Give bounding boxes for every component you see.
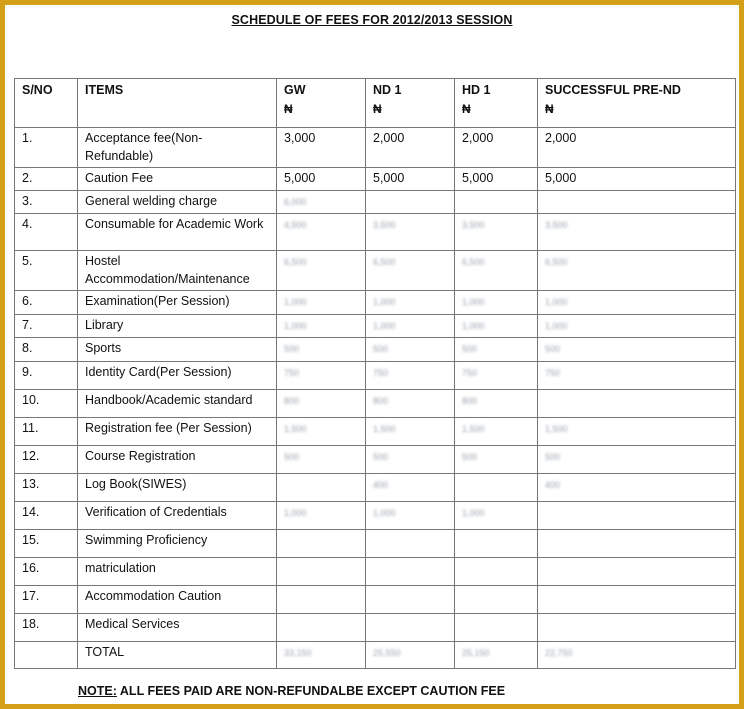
fee-cell-hd1 — [455, 389, 538, 417]
fee-cell-gw — [277, 473, 366, 501]
fee-cell-pre-nd — [538, 501, 736, 529]
fee-cell-hd1 — [455, 529, 538, 557]
table-row — [15, 389, 736, 417]
table-row — [15, 613, 736, 641]
item-name-cell: Acceptance fee(Non-Refundable) — [78, 128, 277, 168]
fee-amount: 1,000 — [284, 507, 307, 518]
serial-number-cell: 15. — [15, 529, 78, 557]
serial-number-cell: 5. — [15, 251, 78, 291]
serial-number-cell: 18. — [15, 613, 78, 641]
serial-number-cell: 16. — [15, 557, 78, 585]
fee-cell-hd1 — [455, 557, 538, 585]
fee-cell-pre-nd — [538, 417, 736, 445]
fee-cell-pre-nd — [538, 314, 736, 338]
fee-amount: 2,000 — [545, 131, 577, 145]
fee-amount: 1,000 — [284, 320, 307, 331]
table-row — [15, 557, 736, 585]
fee-cell-hd1 — [455, 338, 538, 362]
fee-cell-gw — [277, 557, 366, 585]
table-header-row — [15, 79, 736, 128]
fee-amount: 800 — [373, 395, 389, 406]
fee-amount: 1,000 — [545, 320, 568, 331]
table-row — [15, 314, 736, 338]
fee-cell-gw — [277, 361, 366, 389]
serial-number-cell: 9. — [15, 361, 78, 389]
naira-symbol: ₦ — [284, 101, 293, 116]
fee-amount: 500 — [545, 451, 561, 462]
fee-cell-pre-nd — [538, 214, 736, 251]
table-row — [15, 251, 736, 291]
item-name-cell: Accommodation Caution — [78, 585, 277, 613]
fee-cell-nd1 — [366, 613, 455, 641]
fee-cell-nd1 — [366, 445, 455, 473]
table-row — [15, 338, 736, 362]
fee-cell-gw — [277, 190, 366, 214]
serial-number-cell: 7. — [15, 314, 78, 338]
total-row — [15, 641, 736, 668]
fee-amount: 6,500 — [373, 257, 396, 267]
fee-cell-nd1 — [366, 214, 455, 251]
header-nd1: ND 1 ₦ — [366, 79, 455, 128]
table-row — [15, 445, 736, 473]
total-hd1: 25,150 — [455, 641, 538, 668]
fee-amount: 800 — [284, 395, 300, 406]
fee-amount: 4,500 — [284, 220, 307, 230]
fee-cell-gw — [277, 501, 366, 529]
fee-cell-nd1 — [366, 529, 455, 557]
fee-cell-nd1 — [366, 128, 455, 168]
table-row — [15, 417, 736, 445]
item-name-cell: Verification of Credentials — [78, 501, 277, 529]
fee-amount: 2,000 — [462, 131, 494, 145]
fee-cell-hd1 — [455, 214, 538, 251]
note-text: ALL FEES PAID ARE NON-REFUNDALBE EXCEPT CAUTION FEE — [119, 684, 506, 698]
fee-cell-hd1 — [455, 168, 538, 191]
fee-cell-pre-nd — [538, 389, 736, 417]
fee-cell-hd1 — [455, 613, 538, 641]
fee-cell-nd1 — [366, 417, 455, 445]
header-gw: GW ₦ — [277, 79, 366, 128]
serial-number-cell: 2. — [15, 168, 78, 191]
fee-cell-nd1 — [366, 557, 455, 585]
item-name-cell: Log Book(SIWES) — [78, 473, 277, 501]
fee-amount: 500 — [284, 344, 300, 354]
fee-amount: 400 — [545, 479, 561, 490]
item-name-cell: matriculation — [78, 557, 277, 585]
fee-amount: 400 — [373, 479, 389, 490]
fee-amount: 3,500 — [462, 220, 485, 230]
fee-cell-gw — [277, 214, 366, 251]
serial-number-cell: 6. — [15, 291, 78, 315]
serial-number-cell: 12. — [15, 445, 78, 473]
fee-cell-nd1 — [366, 190, 455, 214]
serial-number-cell: 14. — [15, 501, 78, 529]
fee-amount: 3,500 — [373, 220, 396, 230]
fee-cell-nd1 — [366, 338, 455, 362]
header-pre-nd: SUCCESSFUL PRE-ND ₦ — [538, 79, 736, 128]
fee-amount: 750 — [462, 367, 478, 378]
naira-symbol: ₦ — [545, 101, 554, 116]
fee-amount: 500 — [373, 451, 389, 462]
table-row — [15, 128, 736, 168]
item-name-cell: Sports — [78, 338, 277, 362]
fee-cell-pre-nd — [538, 338, 736, 362]
fee-cell-pre-nd — [538, 529, 736, 557]
serial-number-cell: 10. — [15, 389, 78, 417]
fee-cell-pre-nd — [538, 168, 736, 191]
fee-amount: 5,000 — [462, 171, 494, 185]
serial-number-cell: 3. — [15, 190, 78, 214]
serial-number-cell: 11. — [15, 417, 78, 445]
fee-cell-nd1 — [366, 501, 455, 529]
fee-cell-nd1 — [366, 314, 455, 338]
table-row — [15, 585, 736, 613]
fee-amount: 1,000 — [545, 297, 568, 307]
item-name-cell: Handbook/Academic standard — [78, 389, 277, 417]
item-name-cell: Registration fee (Per Session) — [78, 417, 277, 445]
fee-amount: 1,000 — [462, 320, 485, 331]
item-name-cell: Examination(Per Session) — [78, 291, 277, 315]
fee-cell-nd1 — [366, 361, 455, 389]
fee-cell-gw — [277, 445, 366, 473]
fee-cell-hd1 — [455, 585, 538, 613]
item-name-cell: Medical Services — [78, 613, 277, 641]
fee-amount: 5,000 — [284, 171, 316, 185]
fee-amount: 1,000 — [462, 507, 485, 518]
fee-amount: 3,000 — [284, 131, 316, 145]
total-sno-cell — [15, 641, 78, 668]
fee-amount: 750 — [545, 367, 561, 378]
serial-number-cell: 4. — [15, 214, 78, 251]
fee-amount: 6,000 — [284, 196, 307, 207]
total-gw: 33,150 — [277, 641, 366, 668]
fee-cell-gw — [277, 251, 366, 291]
fee-cell-pre-nd — [538, 585, 736, 613]
fee-amount: 6,500 — [462, 257, 485, 267]
fee-amount: 500 — [284, 451, 300, 462]
total-label: TOTAL — [78, 641, 277, 668]
item-name-cell: Caution Fee — [78, 168, 277, 191]
fee-cell-gw — [277, 417, 366, 445]
fee-amount: 1,500 — [284, 423, 307, 434]
fee-amount: 500 — [462, 451, 478, 462]
fee-cell-nd1 — [366, 168, 455, 191]
total-nd1: 25,550 — [366, 641, 455, 668]
table-row — [15, 361, 736, 389]
fee-amount: 5,000 — [373, 171, 405, 185]
fee-cell-pre-nd — [538, 445, 736, 473]
fee-cell-gw — [277, 529, 366, 557]
fee-cell-gw — [277, 128, 366, 168]
document-title: SCHEDULE OF FEES FOR 2012/2013 SESSION — [231, 13, 513, 27]
fee-cell-nd1 — [366, 251, 455, 291]
item-name-cell: Consumable for Academic Work — [78, 214, 277, 251]
fee-amount: 1,500 — [373, 423, 396, 434]
fee-amount: 2,000 — [373, 131, 405, 145]
fee-amount: 500 — [373, 344, 389, 354]
fee-amount: 6,500 — [284, 257, 307, 267]
fee-cell-gw — [277, 168, 366, 191]
header-sno: S/NO — [15, 79, 78, 128]
fee-cell-hd1 — [455, 417, 538, 445]
fee-amount: 3,500 — [545, 220, 568, 230]
table-row — [15, 501, 736, 529]
serial-number-cell: 13. — [15, 473, 78, 501]
item-name-cell: Identity Card(Per Session) — [78, 361, 277, 389]
item-name-cell: Hostel Accommodation/Maintenance — [78, 251, 277, 291]
fee-cell-pre-nd — [538, 557, 736, 585]
fee-cell-nd1 — [366, 585, 455, 613]
table-row — [15, 291, 736, 315]
fee-cell-hd1 — [455, 361, 538, 389]
fees-table — [14, 78, 736, 669]
naira-symbol: ₦ — [462, 101, 471, 116]
fee-cell-nd1 — [366, 389, 455, 417]
fee-amount: 750 — [284, 367, 300, 378]
fee-cell-gw — [277, 585, 366, 613]
table-row — [15, 190, 736, 214]
fee-amount: 1,000 — [373, 297, 396, 307]
item-name-cell: Library — [78, 314, 277, 338]
fee-cell-pre-nd — [538, 291, 736, 315]
item-name-cell: Course Registration — [78, 445, 277, 473]
fee-cell-hd1 — [455, 190, 538, 214]
fee-cell-hd1 — [455, 291, 538, 315]
fee-amount: 750 — [373, 367, 389, 378]
table-row — [15, 529, 736, 557]
fee-amount: 1,500 — [462, 423, 485, 434]
fee-cell-hd1 — [455, 128, 538, 168]
fee-cell-pre-nd — [538, 190, 736, 214]
fee-cell-hd1 — [455, 445, 538, 473]
header-hd1: HD 1 ₦ — [455, 79, 538, 128]
fee-cell-gw — [277, 291, 366, 315]
table-row — [15, 168, 736, 191]
fee-amount: 1,000 — [373, 507, 396, 518]
fee-cell-gw — [277, 314, 366, 338]
serial-number-cell: 1. — [15, 128, 78, 168]
fee-amount: 1,000 — [284, 297, 307, 307]
item-name-cell: General welding charge — [78, 190, 277, 214]
fee-cell-hd1 — [455, 473, 538, 501]
fee-amount: 1,500 — [545, 423, 568, 434]
fee-cell-hd1 — [455, 501, 538, 529]
note-prefix: NOTE: — [78, 684, 117, 698]
footer-note — [78, 684, 505, 698]
table-row — [15, 214, 736, 251]
header-items: ITEMS — [78, 79, 277, 128]
fee-cell-pre-nd — [538, 361, 736, 389]
fee-cell-hd1 — [455, 314, 538, 338]
fee-cell-nd1 — [366, 473, 455, 501]
fee-amount: 800 — [462, 395, 478, 406]
fee-cell-hd1 — [455, 251, 538, 291]
fee-cell-pre-nd — [538, 613, 736, 641]
fee-amount: 500 — [545, 344, 561, 354]
table-row — [15, 473, 736, 501]
fee-cell-pre-nd — [538, 128, 736, 168]
fee-cell-nd1 — [366, 291, 455, 315]
fee-amount: 500 — [462, 344, 478, 354]
fee-cell-gw — [277, 389, 366, 417]
fee-cell-pre-nd — [538, 251, 736, 291]
fee-cell-pre-nd — [538, 473, 736, 501]
fee-cell-gw — [277, 613, 366, 641]
fee-amount: 6,500 — [545, 257, 568, 267]
fee-amount: 1,000 — [462, 297, 485, 307]
total-pre-nd: 22,750 — [538, 641, 736, 668]
item-name-cell: Swimming Proficiency — [78, 529, 277, 557]
fee-amount: 1,000 — [373, 320, 396, 331]
fee-cell-gw — [277, 338, 366, 362]
fee-amount: 5,000 — [545, 171, 577, 185]
serial-number-cell: 17. — [15, 585, 78, 613]
serial-number-cell: 8. — [15, 338, 78, 362]
naira-symbol: ₦ — [373, 101, 382, 116]
